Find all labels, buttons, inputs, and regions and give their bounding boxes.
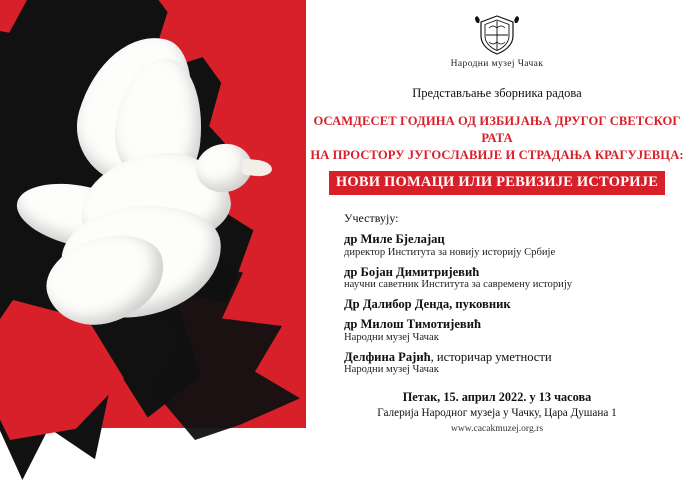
participant-name: Др Далибор Денда, пуковник [344, 297, 511, 312]
dove-illustration [20, 88, 295, 338]
participant-item [344, 317, 688, 345]
participant-role: Народни музеј Чачак [344, 331, 439, 343]
event-footer [306, 390, 688, 434]
event-venue: Галерија Народног музеја у Чачку, Цара Душана 1 [377, 407, 617, 420]
coat-of-arms-icon [469, 14, 525, 56]
museum-name: Народни музеј Чачак [450, 59, 544, 69]
event-datetime: Петак, 15. април 2022. у 13 часова [402, 390, 592, 405]
participant-role: директор Института за новију историју Србије [344, 246, 556, 258]
participant-name: др Милош Тимотијевић [344, 316, 481, 331]
museum-website[interactable]: www.cacakmuzej.org.rs [450, 423, 544, 435]
participant-name [344, 350, 688, 365]
participants-list [306, 232, 688, 377]
dove-beak [241, 158, 273, 177]
participant-item [344, 265, 688, 293]
museum-crest [306, 0, 688, 69]
participant-role: научни саветник Института за савремену историју [344, 279, 573, 291]
artwork-panel [0, 0, 306, 428]
participant-role: Народни музеј Чачак [344, 364, 439, 376]
event-title [306, 113, 688, 164]
event-subtitle-wrap [306, 171, 688, 195]
presenting-label: Представљање зборника радова [412, 86, 582, 100]
event-title-line-1: ОСАМДЕСЕТ ГОДИНА ОД ИЗБИЈАЊА ДРУГОГ СВЕТСКОГ РАТА [313, 114, 681, 145]
participant-item [344, 350, 688, 378]
participant-name-main: Делфина Рајић [344, 349, 431, 364]
participant-name-qualifier: , историчар уметности [430, 349, 552, 364]
event-subtitle-highlight: НОВИ ПОМАЦИ ИЛИ РЕВИЗИЈЕ ИСТОРИЈЕ [329, 171, 665, 195]
participant-name: др Бојан Димитријевић [344, 264, 480, 279]
event-title-line-2: НА ПРОСТОРУ ЈУГОСЛАВИЈЕ И СТРАДАЊА КРАГУЈЕВЦА: [310, 148, 684, 162]
participants-label: Учествују: [344, 211, 399, 225]
participant-name: др Миле Бјелајац [344, 232, 445, 246]
participant-item [344, 297, 688, 312]
participant-item [344, 232, 688, 260]
text-panel [306, 0, 688, 435]
